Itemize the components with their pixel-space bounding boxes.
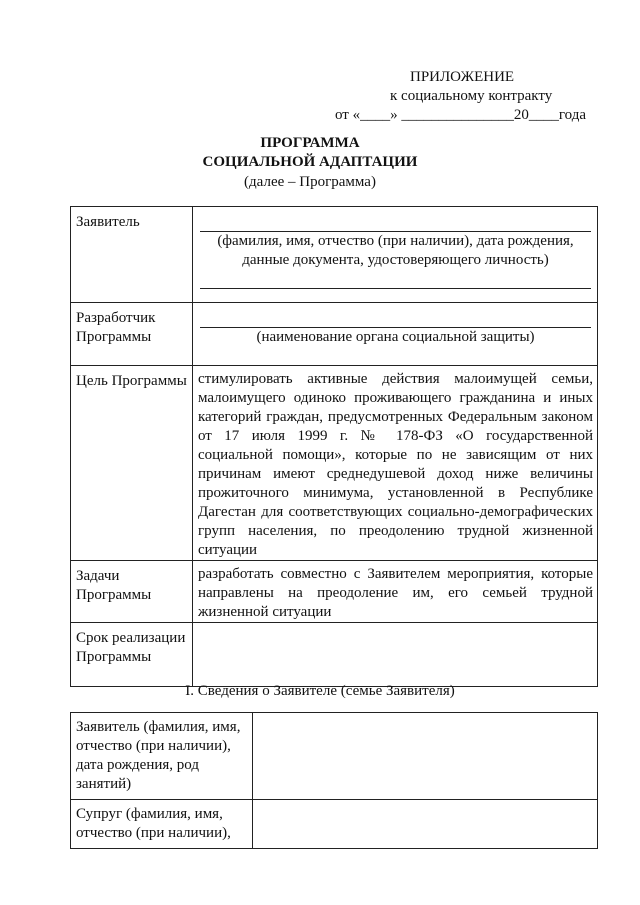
program-alias: (далее – Программа) [244, 174, 376, 190]
applicant-info-table [70, 712, 598, 849]
fill-line [200, 270, 591, 289]
applicant-info-value [253, 713, 598, 800]
appendix-title: ПРИЛОЖЕНИЕ [410, 69, 515, 85]
term-label: Срок реализации Программы [71, 623, 193, 687]
applicant-cell [193, 207, 598, 303]
appendix-contract-line: к социальному контракту [390, 88, 553, 104]
developer-label: Разработчик Программы [71, 303, 193, 366]
table-row [71, 303, 598, 366]
applicant-label: Заявитель [71, 207, 193, 303]
term-value [193, 623, 598, 687]
table-row [71, 561, 598, 623]
table-row [71, 800, 598, 849]
fill-line [200, 213, 591, 232]
developer-caption: (наименование органа социальной защиты) [256, 329, 535, 345]
goal-text: стимулировать активные действия малоимущей семьи, малоимущего одиноко проживающего гражданина и иных категорий граждан, предусмотренных Федеральным законом от 17 июля 1999 г. № 178-ФЗ «О государственной социальной помощи», которые по не зависящим от них причинам имеют среднедушевой доход ниже величины прожиточного минимума, установленной в Республике Дагестан для соответствующих социально-демографических групп населения, по преодолению трудной жизненной ситуации [193, 366, 598, 561]
tasks-label: Задачи Программы [71, 561, 193, 623]
program-subheading: СОЦИАЛЬНОЙ АДАПТАЦИИ [202, 154, 418, 170]
program-heading: ПРОГРАММА [260, 135, 360, 151]
applicant-caption: (фамилия, имя, отчество (при наличии), дата рождения, данные документа, удостоверяющего личность) [217, 233, 574, 268]
section-title: I. Сведения о Заявителе (семье Заявителя) [185, 683, 455, 699]
table-row [71, 713, 598, 800]
program-table [70, 206, 598, 687]
spouse-info-value [253, 800, 598, 849]
table-row [71, 366, 598, 561]
spouse-info-label: Супруг (фамилия, имя, отчество (при наличии), [71, 800, 253, 849]
table-row [71, 207, 598, 303]
applicant-info-label: Заявитель (фамилия, имя, отчество (при наличии), дата рождения, род занятий) [71, 713, 253, 800]
appendix-date-line: от «____» _______________20____года [335, 107, 586, 123]
tasks-text: разработать совместно с Заявителем мероприятия, которые направлены на преодоление им, его семьей трудной жизненной ситуации [193, 561, 598, 623]
developer-cell [193, 303, 598, 366]
fill-line [200, 309, 591, 328]
goal-label: Цель Программы [71, 366, 193, 561]
table-row [71, 623, 598, 687]
